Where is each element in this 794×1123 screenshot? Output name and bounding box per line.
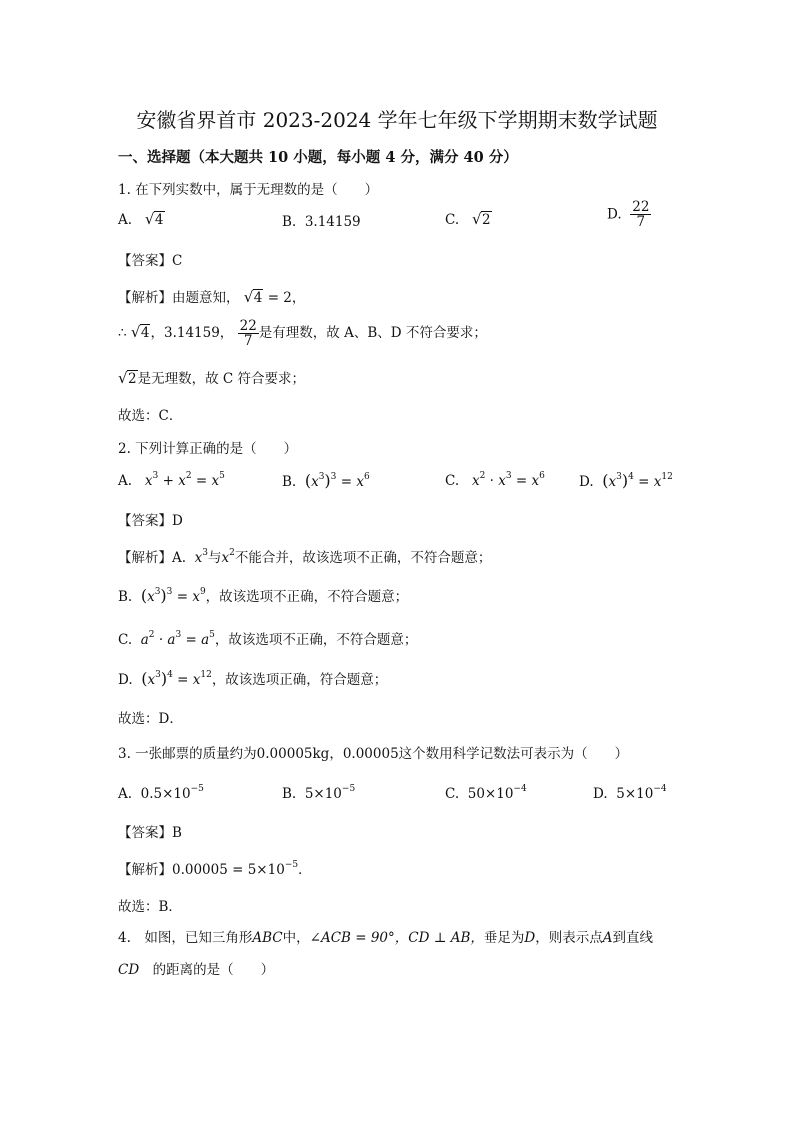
q1-choose: 故选：C．	[118, 408, 183, 424]
q3-option-a: A. $0.5\times 10^{-5}$	[118, 784, 204, 802]
q1-answer: 【答案】C	[118, 253, 183, 269]
q3-analysis: 【解析】$0.00005 = 5\times 10^{-5}$．	[118, 860, 312, 878]
q4-stem-line1: 4. 如图，已知三角形ABC中，∠ACB = 90°，CD ⊥ AB，垂足为D，则表示点A到直线	[118, 930, 653, 946]
q3-option-c: C. $50\times 10^{-4}$	[445, 784, 527, 802]
q1-analysis-1: 【解析】由题意知， √ 4 = 2，	[118, 286, 305, 306]
q1-option-c: C. √ 2	[445, 212, 492, 228]
q2-stem: 2. 下列计算正确的是（ ）	[118, 441, 298, 457]
q1-option-b: B. 3.14159	[282, 214, 361, 230]
q1-analysis-3: √ 2是无理数，故 C 符合要求；	[118, 367, 305, 387]
q2-analysis-b: B. $(x^3)^3 = x^9$，故该选项不正确，不符合题意；	[118, 586, 409, 605]
q3-choose: 故选：B．	[118, 899, 182, 915]
q2-analysis-c: C. $a^2 \cdot a^3 = a^5$，故该选项不正确，不符合题意；	[118, 630, 418, 648]
q2-choose: 故选：D．	[118, 711, 183, 727]
fraction: $\frac{22}{7}$	[239, 318, 257, 350]
page-title: 安徽省界首市 2023-2024 学年七年级下学期期末数学试题	[136, 108, 658, 132]
q2-option-d: D. $(x^3)^4 = x^{12}$	[579, 471, 673, 490]
sqrt-symbol: √ 4	[244, 290, 264, 306]
q1-analysis-2: ∴ √ 4，3.14159， $\frac{22}{7}$ 是有理数，故 A、B、D 不符合要求；	[118, 319, 487, 348]
q1-option-a: A. √ 4	[118, 212, 165, 228]
section-heading: 一、选择题（本大题共 10 小题，每小题 4 分，满分 40 分）	[118, 149, 518, 166]
q1-stem: 1. 在下列实数中，属于无理数的是（ ）	[118, 182, 379, 198]
q2-analysis-a: 【解析】A. $x^3$与$x^2$不能合并，故该选项不正确，不符合题意；	[118, 548, 492, 566]
fraction: $\frac{22}{7}$	[632, 199, 650, 231]
sqrt-symbol: √ 2	[118, 371, 138, 387]
sqrt-symbol: √ 4	[131, 325, 151, 341]
q3-option-b: B. $5\times 10^{-5}$	[282, 784, 356, 802]
q3-stem: 3. 一张邮票的质量约为0.00005kg，0.00005这个数用科学记数法可表示为（ ）	[118, 746, 629, 762]
q3-answer: 【答案】B	[118, 825, 182, 841]
sqrt-symbol: √ 4	[145, 212, 165, 228]
q2-option-a: A. $x^3 + x^2 = x^5$	[118, 471, 225, 489]
q2-analysis-d: D. $(x^3)^4 = x^{12}$，故该选项正确，符合题意；	[118, 669, 388, 688]
q2-option-c: C. $x^2 \cdot x^3 = x^6$	[445, 471, 545, 489]
q3-option-d: D. $5\times 10^{-4}$	[593, 784, 667, 802]
q1-option-d: D. $\frac{22}{7}$	[607, 199, 650, 231]
q2-option-b: B. $(x^3)^3 = x^6$	[282, 471, 370, 490]
q2-answer: 【答案】D	[118, 513, 183, 529]
sqrt-symbol: √ 2	[472, 212, 492, 228]
q4-stem-line2: CD 的距离的是（ ）	[118, 962, 275, 978]
